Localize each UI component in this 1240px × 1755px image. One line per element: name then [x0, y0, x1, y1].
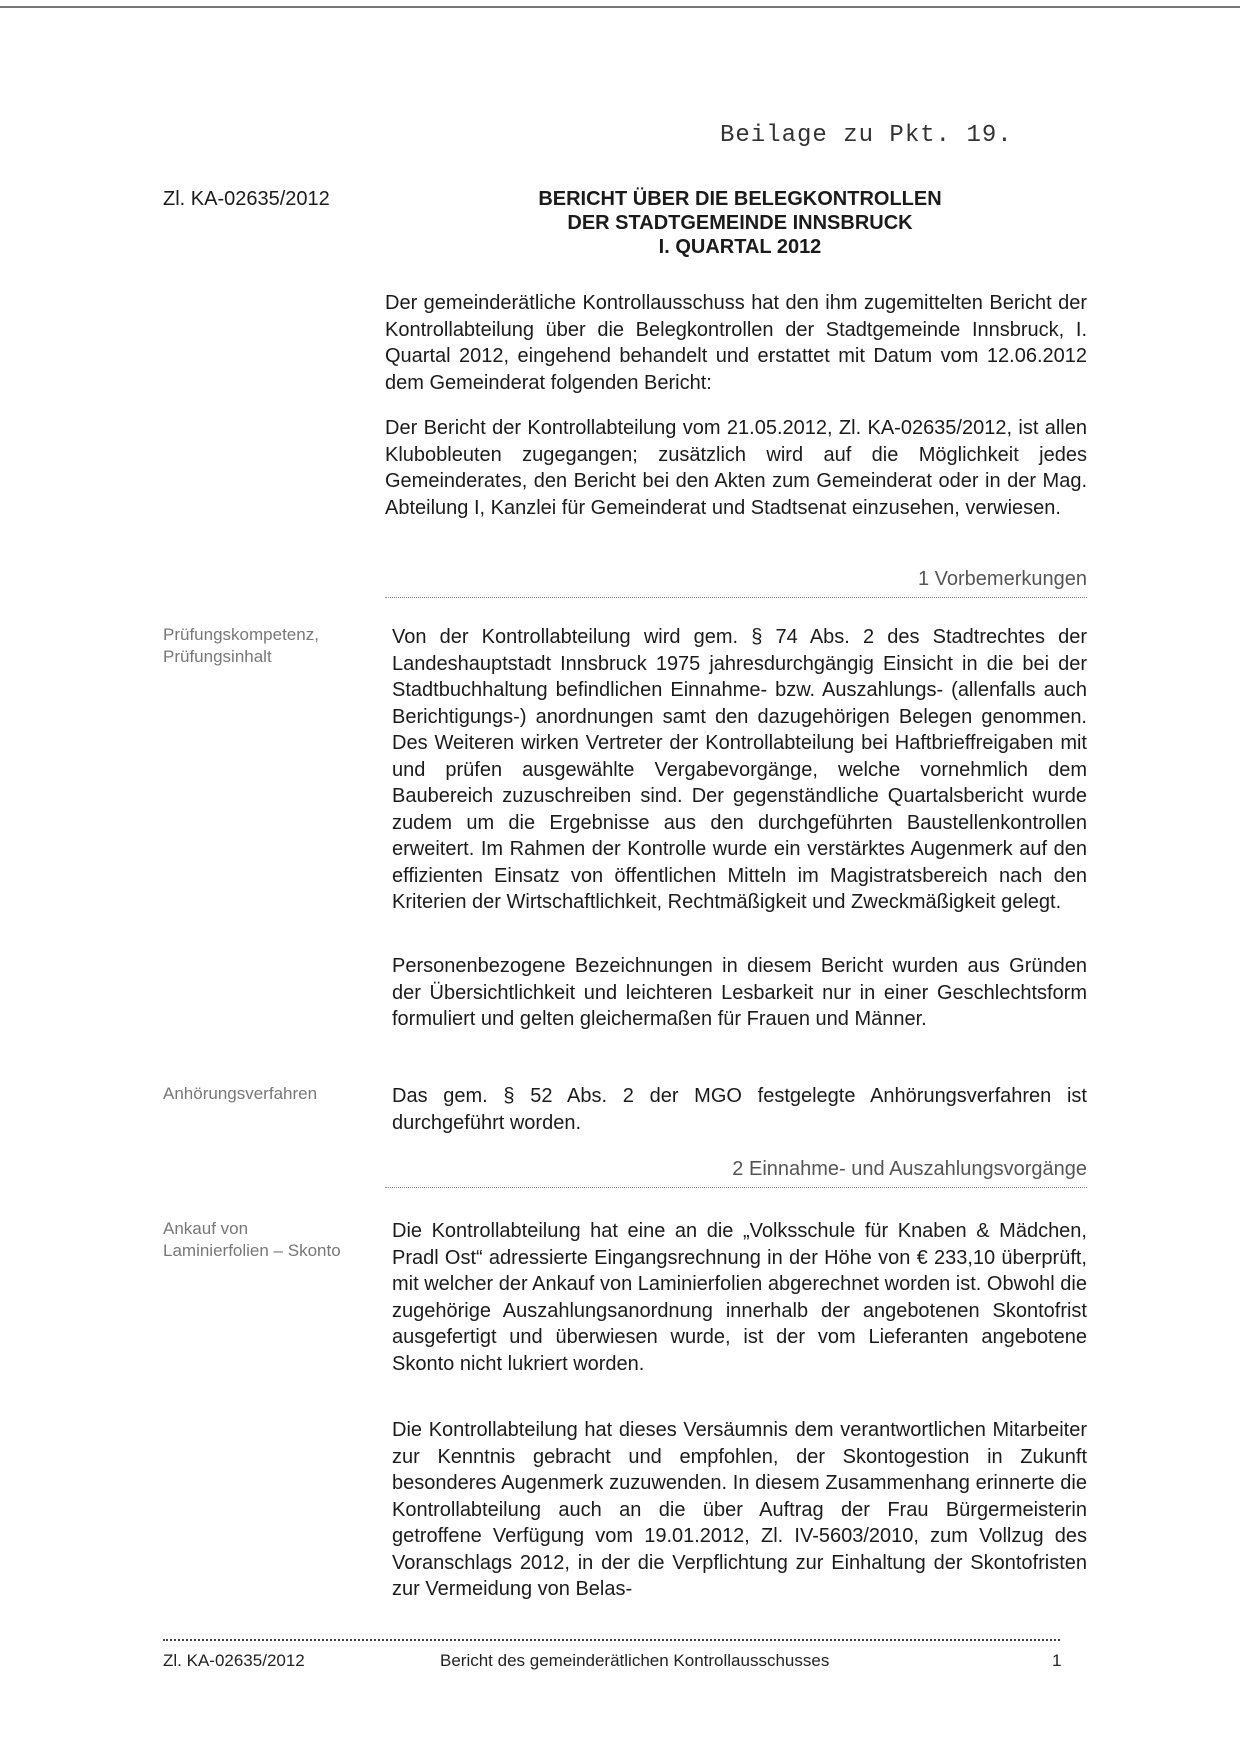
margin-note-anhoerung: Anhörungsverfahren	[163, 1084, 318, 1103]
page-number: 1	[1052, 1651, 1062, 1670]
section1-paragraph-3: Das gem. § 52 Abs. 2 der MGO festgelegte Anhörungsverfahren ist durchgeführt worden.	[392, 1085, 1087, 1134]
title-line-3: I. QUARTAL 2012	[658, 236, 822, 258]
report-title	[470, 187, 1010, 259]
footer-reference: Zl. KA-02635/2012	[163, 1651, 305, 1670]
section2-paragraph-2: Die Kontrollabteilung hat dieses Versäumnis dem verantwortlichen Mitarbeiter zur Kenntnis gebracht und empfohlen, der Skontogestion in Zukunft besonderes Augenmerk zuzuwenden. In diesem Zusammenhang erinnerte die Kontrollabteilung auch an die über Auftrag der Frau Bürgermeisterin getroffene Verfügung vom 19.01.2012, Zl. IV-5603/2010, zum Vollzug des Voranschlags 2012, in der die Verpflichtung zur Einhaltung der Skontofristen zur Vermeidung von Belas-	[392, 1419, 1087, 1600]
attachment-stamp: Beilage zu Pkt. 19.	[720, 122, 1013, 149]
section-heading-vorbemerkungen: 1 Vorbemerkungen	[385, 568, 1087, 598]
title-line-1: BERICHT ÜBER DIE BELEGKONTROLLEN	[538, 188, 942, 210]
reference-number: Zl. KA-02635/2012	[163, 188, 330, 210]
footer-divider	[163, 1639, 1060, 1641]
margin-note-ankauf: Ankauf von Laminierfolien – Skonto	[163, 1219, 341, 1260]
title-line-2: DER STADTGEMEINDE INNSBRUCK	[567, 212, 913, 234]
section1-paragraph-1: Von der Kontrollabteilung wird gem. § 74 Abs. 2 des Stadtrechtes der Landeshauptstadt Innsbruck 1975 jahresdurchgängig Einsicht in die bei der Stadtbuchhaltung befindlichen Einnahme- bzw. Auszahlungs- (allenfalls auch Berichtigungs-) anordnungen samt den dazugehörigen Belegen genommen. Des Weiteren wirken Vertreter der Kontrollabteilung bei Haftbrieffreigaben mit und prüfen ausgewählte Vergabevorgänge, welche vornehmlich dem Baubereich zuzuschreiben sind. Der gegenständliche Quartalsbericht wurde zudem um die Ergebnisse aus den durchgeführten Baustellenkontrollen erweitert. Im Rahmen der Kontrolle wurde ein verstärktes Augenmerk auf den effizienten Einsatz von öffentlichen Mitteln im Magistratsbereich nach den Kriterien der Wirtschaftlichkeit, Rechtmäßigkeit und Zweckmäßigkeit gelegt.	[392, 626, 1087, 913]
scan-edge-line	[0, 6, 1240, 8]
section2-paragraph-1: Die Kontrollabteilung hat eine an die „Volksschule für Knaben & Mädchen, Pradl Ost“ adressierte Eingangsrechnung in der Höhe von € 233,10 überprüft, mit welcher der Ankauf von Laminierfolien abgerechnet worden ist. Obwohl die zugehörige Auszahlungsanordnung innerhalb der angebotenen Skontofrist ausgefertigt und überwiesen wurde, ist der vom Lieferanten angebotene Skonto nicht lukriert worden.	[392, 1220, 1087, 1375]
intro-paragraph-2: Der Bericht der Kontrollabteilung vom 21.05.2012, Zl. KA-02635/2012, ist allen Klubobleuten zugegangen; zusätzlich wird auf die Möglichkeit jedes Gemeinderates, den Bericht bei den Akten zum Gemeinderat oder in der Mag. Abteilung I, Kanzlei für Gemeinderat und Stadtsenat einzusehen, verwiesen.	[385, 417, 1087, 519]
footer-title: Bericht des gemeinderätlichen Kontrollausschusses	[440, 1651, 830, 1670]
margin-note-pruefung: Prüfungskompetenz, Prüfungsinhalt	[163, 625, 319, 666]
section-heading-einnahme: 2 Einnahme- und Auszahlungsvorgänge	[385, 1158, 1087, 1188]
section1-paragraph-2: Personenbezogene Bezeichnungen in diesem Bericht wurden aus Gründen der Übersichtlichkeit und leichteren Lesbarkeit nur in einer Geschlechtsform formuliert und gelten gleichermaßen für Frauen und Männer.	[392, 955, 1087, 1030]
intro-paragraph-1: Der gemeinderätliche Kontrollausschuss hat den ihm zugemittelten Bericht der Kontrollabteilung über die Belegkontrollen der Stadtgemeinde Innsbruck, I. Quartal 2012, eingehend behandelt und erstattet mit Datum vom 12.06.2012 dem Gemeinderat folgenden Bericht:	[385, 292, 1087, 394]
